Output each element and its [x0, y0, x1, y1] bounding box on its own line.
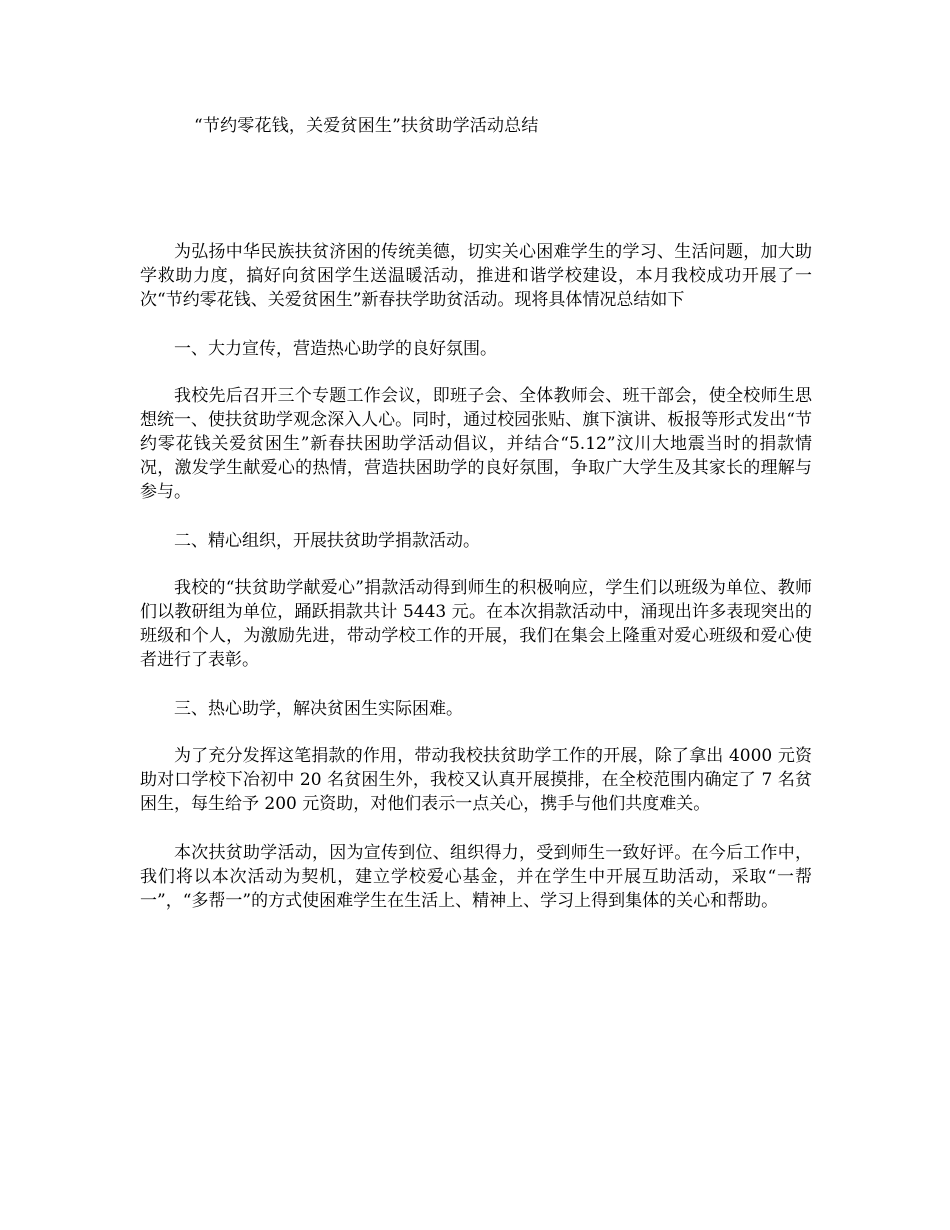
section-heading-3: 三、热心助学，解决贫困生实际困难。 — [174, 699, 463, 719]
section-body-3: 为了充分发挥这笔捐款的作用，带动我校扶贫助学工作的开展，除了拿出 4000 元资助对口学校下冶初中 20 名贫困生外，我校又认真开展摸排，在全校范围内确定了 7 名贫困生，每生给予 200 元资助，对他们表示一点关心，携手与他们共度难关。 — [140, 746, 812, 814]
paragraph-spacer — [140, 312, 812, 337]
section-body-2: 我校的“扶贫助学献爱心”捐款活动得到师生的积极响应，学生们以班级为单位、教师们以教研组为单位，踊跃捐款共计 5443 元。在本次捐款活动中，涌现出许多表现突出的班级和个人，为激励先进，带动学校工作的开展，我们在集会上隆重对爱心班级和爱心使者进行了表彰。 — [140, 578, 812, 670]
conclusion-paragraph: 本次扶贫助学活动，因为宣传到位、组织得力，受到师生一致好评。在今后工作中，我们将以本次活动为契机，建立学校爱心基金，并在学生中开展互助活动，采取“一帮一”，“多帮一”的方式使困难学生在生活上、精神上、学习上得到集体的关心和帮助。 — [140, 843, 812, 911]
paragraph-spacer — [140, 672, 812, 697]
intro-paragraph: 为弘扬中华民族扶贫济困的传统美德，切实关心困难学生的学习、生活问题，加大助学救助力度，搞好向贫困学生送温暖活动，推进和谐学校建设，本月我校成功开展了一次“节约零花钱、关爱贫困生”新春扶学助贫活动。现将具体情况总结如下 — [140, 242, 812, 310]
section-body-1: 我校先后召开三个专题工作会议，即班子会、全体教师会、班干部会，使全校师生思想统一、使扶贫助学观念深入人心。同时，通过校园张贴、旗下演讲、板报等形式发出“节约零花钱关爱贫困生”新春扶困助学活动倡议，并结合“5.12”汶川大地震当时的捐款情况，激发学生献爱心的热情，营造扶困助学的良好氛围，争取广大学生及其家长的理解与参与。 — [140, 386, 812, 502]
document-body — [140, 240, 812, 913]
section-heading-2: 二、精心组织，开展扶贫助学捐款活动。 — [174, 531, 480, 551]
paragraph-spacer — [140, 553, 812, 576]
paragraph-spacer — [140, 504, 812, 529]
paragraph-spacer — [140, 816, 812, 841]
paragraph-spacer — [140, 721, 812, 744]
document-title: “节约零花钱，关爱贫困生”扶贫助学活动总结 — [194, 116, 539, 136]
paragraph-spacer — [140, 361, 812, 384]
section-heading-1: 一、大力宣传，营造热心助学的良好氛围。 — [174, 339, 497, 359]
